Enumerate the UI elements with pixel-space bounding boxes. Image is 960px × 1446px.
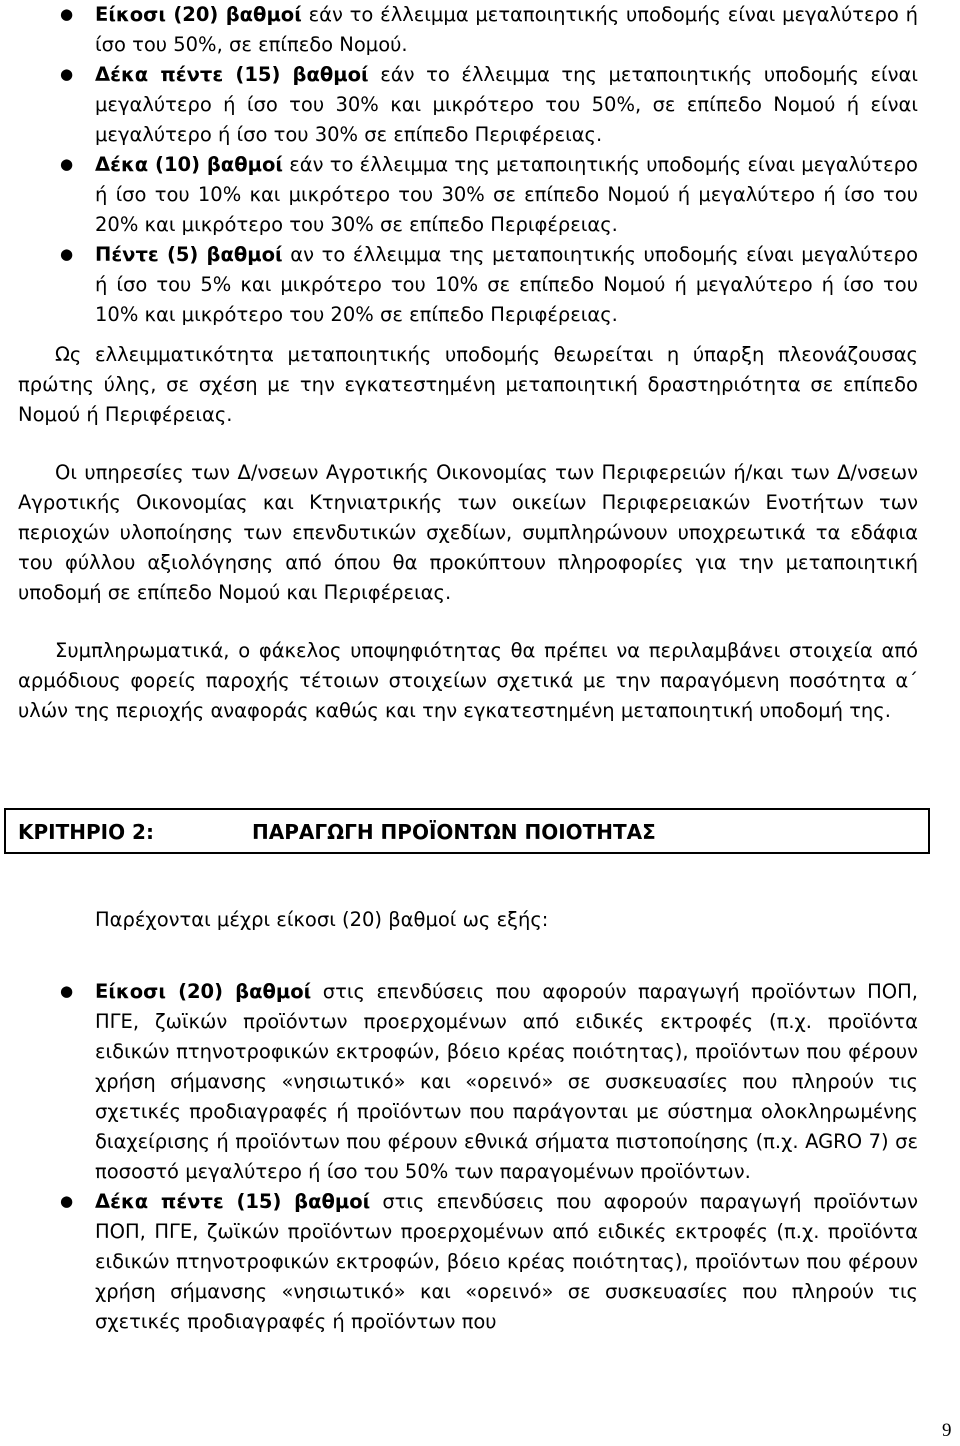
paragraph-supplementary: Συμπληρωματικά, ο φάκελος υποψηφιότητας θα πρέπει να περιλαμβάνει στοιχεία από αρμόδιους φορείς παροχής τέτοιων στοιχείων σχετικά με την παραγόμενη ποσότητα α΄ υλών της περιοχής αναφοράς καθώς και την εγκατεστημένη μεταποιητική υποδομή της. [18,639,918,722]
list-item [0,977,960,1187]
item-bold: Δέκα (10) βαθμοί [95,153,283,176]
bullet-icon: ● [60,155,74,173]
item-text: εάν το έλλειμμα της μεταποιητικής υποδομής είναι μεγαλύτερο ή ίσο του 10% και μικρότερο του 30% σε επίπεδο Νομού ή μεγαλύτερο ή ίσο του 20% και μικρότερο του 30% σε επίπεδο Περιφέρειας. [95,153,918,236]
list-item [0,60,960,150]
item-bold: Δέκα πέντε (15) βαθμοί [95,63,369,86]
top-bullet-list [0,0,960,330]
item-text: στις επενδύσεις που αφορούν παραγωγή προϊόντων ΠΟΠ, ΠΓΕ, ζωϊκών προϊόντων προερχομένων από ειδικές εκτροφές (π.χ. προϊόντα ειδικών πτηνοτροφικών εκτροφών, βόειο κρέας ποιότητας), προϊόντων που φέρουν χρήση σήμανσης «νησιωτικό» και «ορεινό» σε συσκευασίες που πληρούν τις σχετικές προδιαγραφές ή προϊόντων που παράγονται με σύστημα ολοκληρωμένης διαχείρισης ή προϊόντων που φέρουν εθνικά σήματα πιστοποίησης (π.χ. AGRO 7) σε ποσοστό μεγαλύτερο ή ίσο του 50% των παραγομένων προϊόντων. [95,980,918,1183]
list-item [0,150,960,240]
item-bold: Είκοσι (20) βαθμοί [95,980,312,1003]
item-bold: Είκοσι (20) βαθμοί [95,3,302,26]
item-text: εάν το έλλειμμα της μεταποιητικής υποδομής είναι μεγαλύτερο ή ίσο του 30% και μικρότερο του 50%, σε επίπεδο Νομού ή είναι μεγαλύτερο ή ίσο του 30% σε επίπεδο Περιφέρειας. [95,63,918,146]
bottom-bullet-list [0,977,960,1337]
list-item [0,1187,960,1337]
item-text: στις επενδύσεις που αφορούν παραγωγή προϊόντων ΠΟΠ, ΠΓΕ, ζωϊκών προϊόντων προερχομένων από ειδικές εκτροφές (π.χ. προϊόντα ειδικών πτηνοτροφικών εκτροφών, βόειο κρέας ποιότητας), προϊόντων που φέρουν χρήση σήμανσης «νησιωτικό» και «ορεινό» σε συσκευασίες που πληρούν τις σχετικές προδιαγραφές ή προϊόντων που [95,1190,918,1333]
bullet-icon: ● [60,245,74,263]
bullet-icon: ● [60,1192,74,1210]
bullet-icon: ● [60,65,74,83]
list-item [0,0,960,60]
bullet-icon: ● [60,982,74,1000]
criterion-heading-box [4,808,930,854]
page-number: 9 [942,1420,952,1441]
item-bold: Πέντε (5) βαθμοί [95,243,283,266]
criterion-label: ΚΡΙΤΗΡΙΟ 2: [18,820,154,844]
intro-text: Παρέχονται μέχρι είκοσι (20) βαθμοί ως εξής: [95,908,549,931]
item-bold: Δέκα πέντε (15) βαθμοί [95,1190,371,1213]
paragraph-services: Οι υπηρεσίες των Δ/νσεων Αγροτικής Οικονομίας των Περιφερειών ή/και των Δ/νσεων Αγροτικής Οικονομίας και Κτηνιατρικής των οικείων Περιφερειακών Ενοτήτων των περιοχών υλοποίησης των επενδυτικών σχεδίων, συμπληρώνουν υποχρεωτικά τα εδάφια του φύλλου αξιολόγησης από όπου θα προκύπτουν πληροφορίες για την μεταποιητική υποδομή σε επίπεδο Νομού και Περιφέρειας. [18,461,918,604]
item-text: αν το έλλειμμα της μεταποιητικής υποδομής είναι μεγαλύτερο ή ίσο του 5% και μικρότερο του 10% σε επίπεδο Νομού ή μεγαλύτερο ή ίσο του 10% και μικρότερο του 20% σε επίπεδο Περιφέρειας. [95,243,918,326]
criterion-title: ΠΑΡΑΓΩΓΗ ΠΡΟΪΟΝΤΩΝ ΠΟΙΟΤΗΤΑΣ [252,820,656,844]
list-item [0,240,960,330]
paragraph-definition: Ως ελλειμματικότητα μεταποιητικής υποδομής θεωρείται η ύπαρξη πλεονάζουσας πρώτης ύλης, σε σχέση με την εγκατεστημένη μεταποιητική δραστηριότητα σε επίπεδο Νομού ή Περιφέρειας. [18,343,918,426]
item-text: εάν το έλλειμμα μεταποιητικής υποδομής είναι μεγαλύτερο ή ίσο του 50%, σε επίπεδο Νομού. [95,3,918,56]
bullet-icon: ● [60,5,74,23]
